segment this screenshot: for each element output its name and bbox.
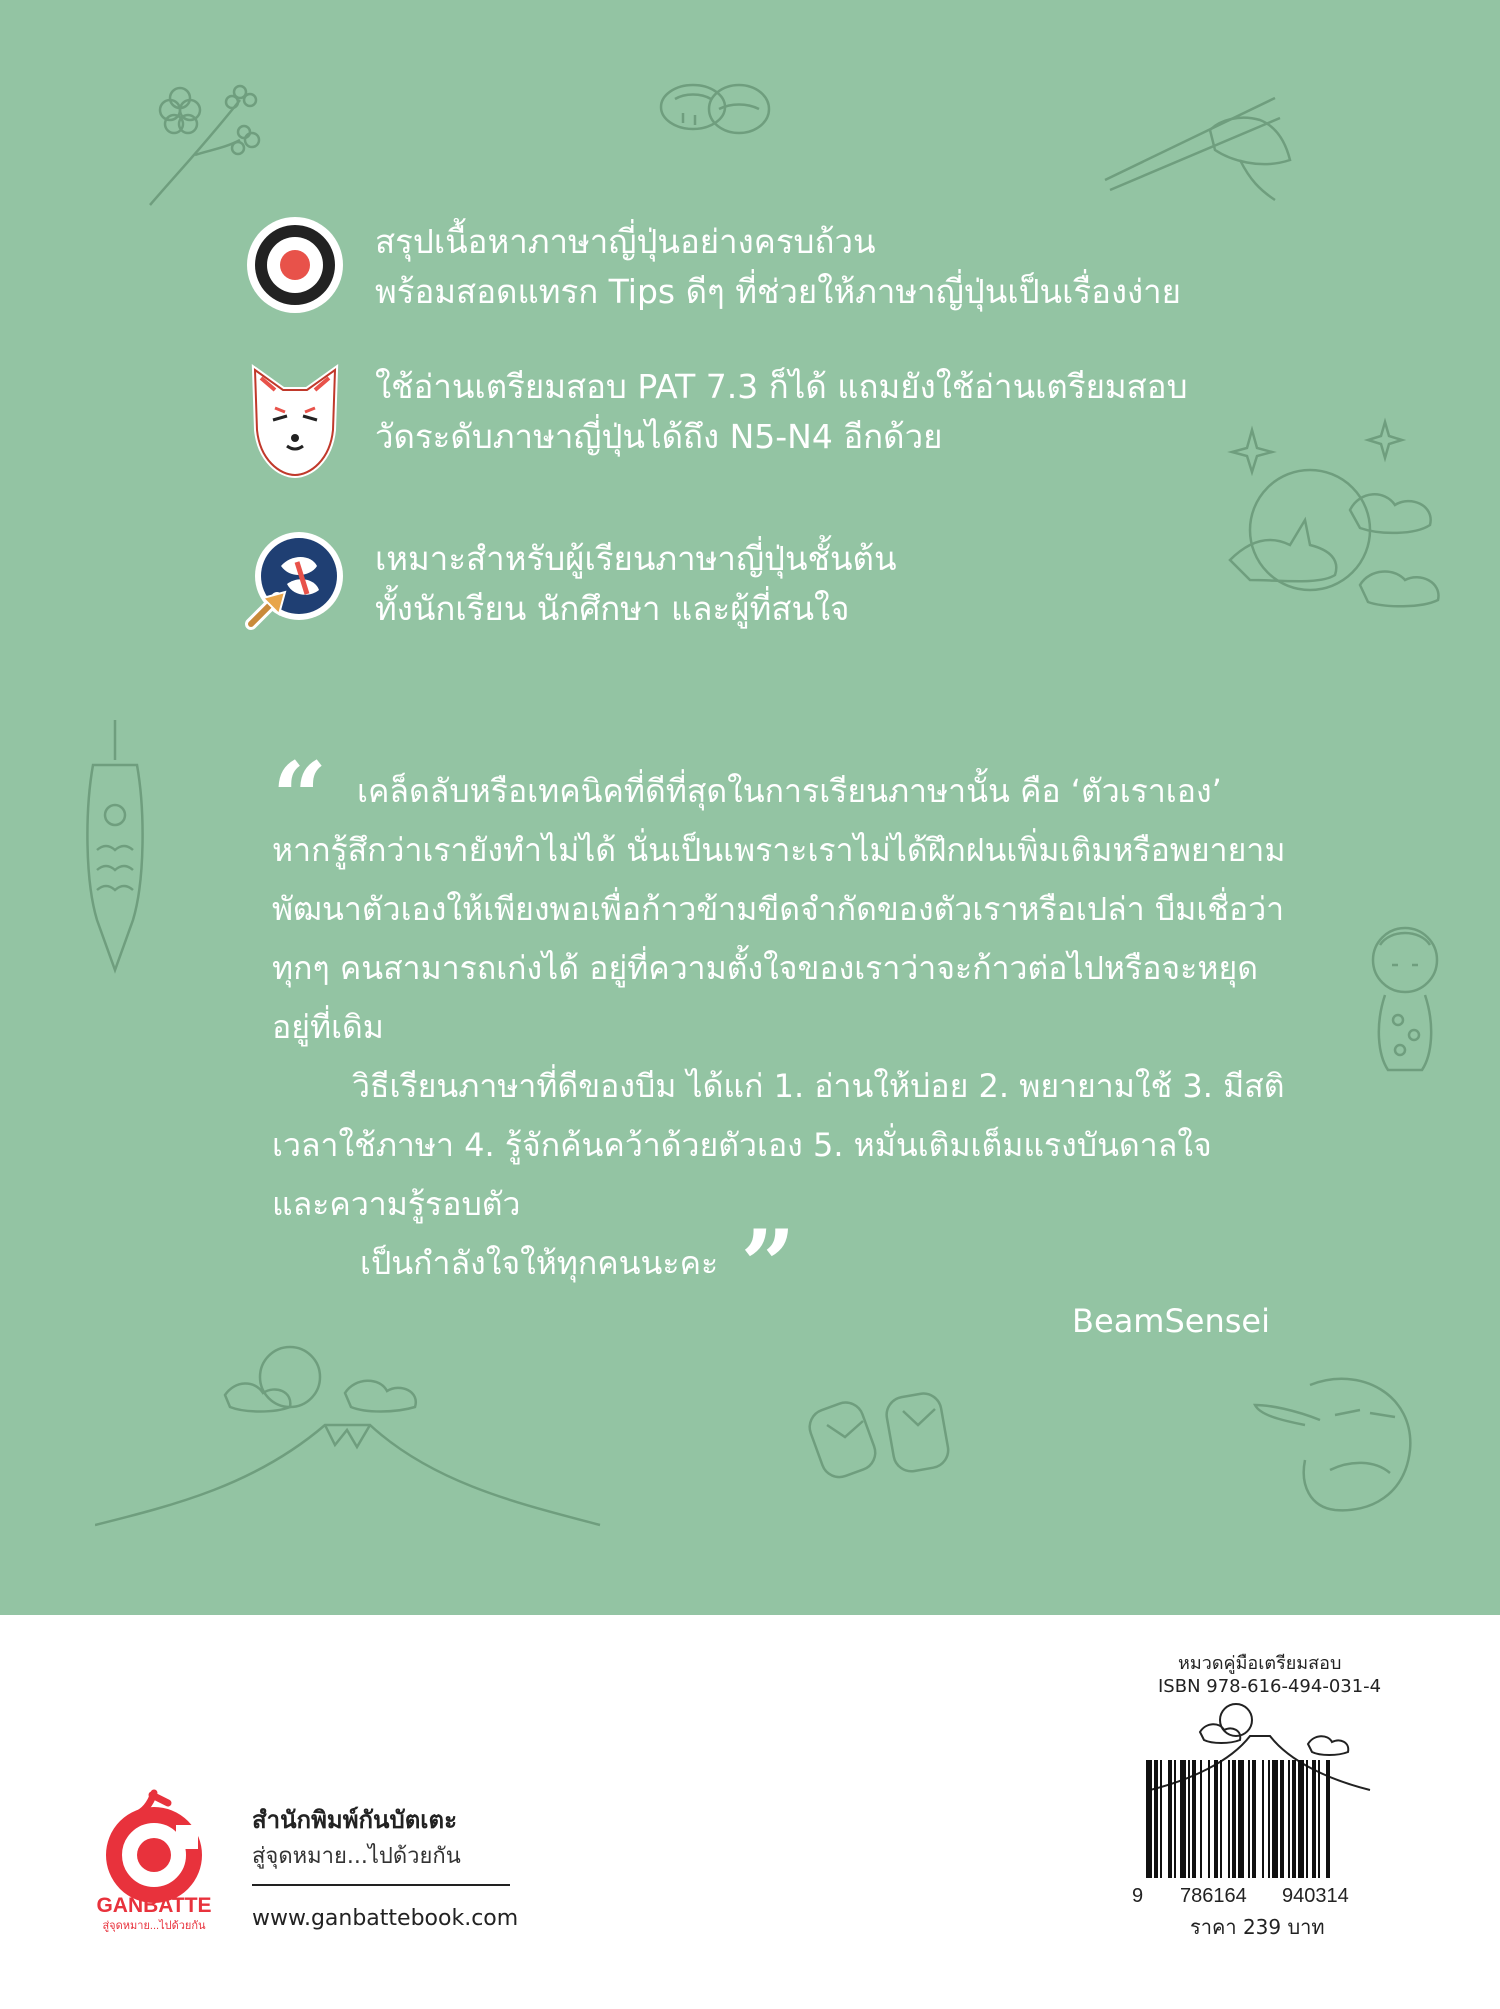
quote-line: เป็นกำลังใจให้ทุกคนนะคะ	[360, 1244, 719, 1282]
barcode-bar	[1174, 1760, 1176, 1878]
book-category: หมวดคู่มือเตรียมสอบ	[1178, 1653, 1342, 1674]
barcode-digits-left: 786164	[1180, 1885, 1247, 1907]
barcode-bar	[1248, 1760, 1250, 1878]
barcode-bar	[1214, 1760, 1218, 1878]
barcode-bar	[1272, 1760, 1278, 1878]
koinobori-carp-icon	[75, 720, 155, 980]
barcode-bar	[1192, 1760, 1196, 1878]
publisher-name: สำนักพิมพ์กันบัตเตะ	[252, 1806, 457, 1834]
barcode-bar	[1238, 1760, 1244, 1878]
chopsticks-hand-icon	[1100, 90, 1300, 210]
barcode-bar	[1228, 1760, 1230, 1878]
barcode-bar	[1220, 1760, 1222, 1878]
publisher-website-link[interactable]: www.ganbattebook.com	[252, 1906, 519, 1931]
barcode-bar	[1298, 1760, 1304, 1878]
quote-line: หากรู้สึกว่าเรายังทำไม่ได้ นั่นเป็นเพราะเราไม่ได้ฝึกฝนเพิ่มเติมหรือพยายาม	[272, 831, 1286, 869]
barcode-bar	[1146, 1760, 1152, 1878]
bullet-line: ใช้อ่านเตรียมสอบ PAT 7.3 ก็ได้ แถมยังใช้อ่านเตรียมสอบ	[375, 367, 1188, 406]
barcode-bar	[1188, 1760, 1190, 1878]
barcode-bar	[1268, 1760, 1270, 1878]
quote-line: อยู่ที่เดิม	[272, 1008, 384, 1046]
quote-line: และความรู้รอบตัว	[272, 1185, 521, 1223]
barcode-bar	[1318, 1760, 1320, 1878]
barcode-bar	[1280, 1760, 1284, 1878]
bullet-line: ทั้งนักเรียน นักศึกษา และผู้ที่สนใจ	[375, 589, 850, 628]
fox-mask-icon	[245, 360, 345, 460]
publisher-slogan: สู่จุดหมาย...ไปด้วยกัน	[252, 1844, 461, 1869]
quote-author: BeamSensei	[1072, 1302, 1270, 1340]
bullet-line: วัดระดับภาษาญี่ปุ่นได้ถึง N5-N4 อีกด้วย	[375, 417, 943, 456]
isbn: ISBN 978-616-494-031-4	[1158, 1676, 1382, 1697]
barcode-bar	[1292, 1760, 1296, 1878]
quote-line: เคล็ดลับหรือเทคนิคที่ดีที่สุดในการเรียนภาษานั้น คือ ‘ตัวเราเอง’	[357, 772, 1222, 810]
quote-line: เวลาใช้ภาษา 4. รู้จักค้นคว้าด้วยตัวเอง 5. หมั่นเติมเต็มแรงบันดาลใจ	[272, 1126, 1212, 1164]
barcode-bars	[1146, 1760, 1330, 1878]
barcode-digits-right: 940314	[1282, 1885, 1349, 1907]
quote-line: ทุกๆ คนสามารถเก่งได้ อยู่ที่ความตั้งใจของเราว่าจะก้าวต่อไปหรือจะหยุด	[272, 949, 1258, 987]
barcode-bar	[1312, 1760, 1316, 1878]
barcode-bar	[1200, 1760, 1202, 1878]
logo-wordmark: GANBATTE	[96, 1894, 212, 1917]
kokeshi-doll-icon	[1360, 915, 1450, 1075]
barcode-bar	[1168, 1760, 1172, 1878]
bullet-item	[245, 360, 1295, 480]
barcode-bar	[1154, 1760, 1158, 1878]
barcode-bar	[1288, 1760, 1290, 1878]
quote-line: พัฒนาตัวเองให้เพียงพอเพื่อก้าวข้ามขีดจำกัดของตัวเราหรือเปล่า บีมเชื่อว่า	[272, 890, 1285, 928]
mount-fuji-icon	[95, 1335, 605, 1535]
close-quote-mark: ”	[740, 1209, 796, 1322]
quote-line: วิธีเรียนภาษาที่ดีของบีม ได้แก่ 1. อ่านให้บ่อย 2. พยายามใช้ 3. มีสติ	[352, 1067, 1285, 1105]
barcode-digit-lead: 9	[1132, 1885, 1144, 1907]
logo-tagline: สู่จุดหมาย...ไปด้วยกัน	[102, 1920, 206, 1932]
bullet-item	[245, 215, 1295, 335]
ganbatte-logo	[84, 1785, 224, 1935]
barcode-bar	[1232, 1760, 1236, 1878]
barcode-bar	[1208, 1760, 1210, 1878]
sushi-roll-icon	[245, 215, 345, 315]
cherry-blossom-branch-icon	[140, 70, 280, 210]
barcode-bar	[1326, 1760, 1330, 1878]
bullet-line: พร้อมสอดแทรก Tips ดีๆ ที่ช่วยให้ภาษาญี่ปุ่นเป็นเรื่องง่าย	[375, 272, 1182, 311]
barcode-bar	[1252, 1760, 1256, 1878]
open-quote-mark: “	[272, 741, 328, 854]
barcode-bar	[1262, 1760, 1264, 1878]
price-label: ราคา 239 บาท	[1190, 1915, 1325, 1939]
bullet-line: สรุปเนื้อหาภาษาญี่ปุ่นอย่างครบถ้วน	[375, 222, 876, 261]
geta-sandals-icon	[805, 1385, 965, 1485]
divider	[252, 1884, 510, 1886]
barcode-bar	[1180, 1760, 1186, 1878]
uchiwa-fan-icon	[245, 532, 345, 632]
barcode	[1130, 1640, 1390, 1940]
tengu-mask-icon	[1250, 1365, 1420, 1515]
sushi-doodle-icon	[655, 65, 775, 145]
bullet-line: เหมาะสำหรับผู้เรียนภาษาญี่ปุ่นชั้นต้น	[375, 539, 897, 578]
bullet-item	[245, 532, 1295, 652]
barcode-bar	[1160, 1760, 1162, 1878]
barcode-bar	[1306, 1760, 1308, 1878]
